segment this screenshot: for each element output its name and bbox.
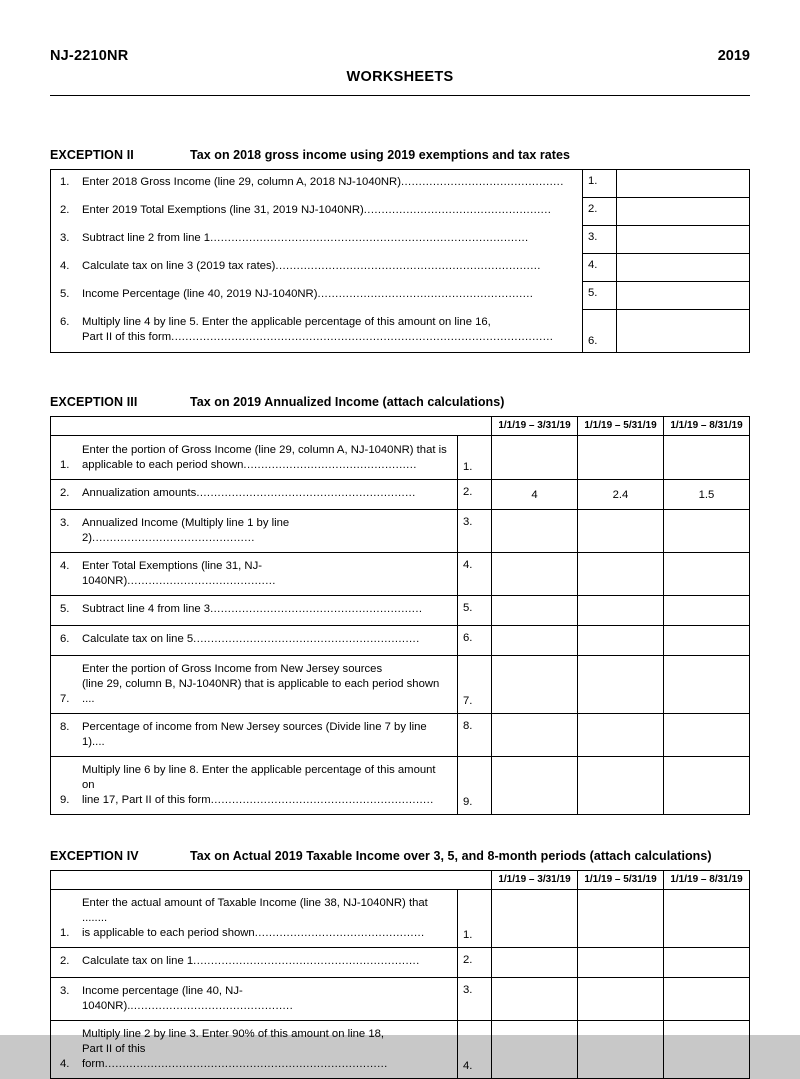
value-field-r8c1[interactable] (491, 714, 577, 756)
table-row (51, 198, 749, 226)
table-row (51, 948, 749, 978)
row-label (51, 978, 457, 1020)
row-box-number: 4. (457, 553, 491, 595)
row-text-second: is applicable to each period shown (82, 927, 255, 939)
value-field-r4c3[interactable] (663, 1021, 749, 1078)
exception-4-description: Tax on Actual 2019 Taxable Income over 3, 5, and 8-month periods (attach calculations) (190, 849, 712, 863)
row-text (82, 632, 451, 647)
value-field-r5c3[interactable] (663, 596, 749, 625)
row-text (82, 954, 451, 969)
leader-dots: ................................................................................ (104, 1058, 388, 1070)
value-field-4[interactable] (616, 254, 749, 282)
value-field-r6c1[interactable] (491, 626, 577, 655)
page-content (50, 40, 750, 1079)
row-text (82, 486, 451, 501)
header-number-spacer (457, 417, 491, 435)
exception-4-heading (50, 849, 750, 863)
value-field-2[interactable] (616, 198, 749, 226)
leader-dots: ................................................................ (193, 633, 420, 645)
leader-dots: ............................................................... (210, 794, 434, 806)
value-field-r5c2[interactable] (577, 596, 663, 625)
value-field-r4c2[interactable] (577, 1021, 663, 1078)
row-box-number: 3. (457, 978, 491, 1020)
row-number: 3. (60, 985, 70, 997)
row-box-number: 4. (582, 254, 616, 282)
row-number: 2. (60, 487, 70, 499)
column-header-period-1: 1/1/19 – 3/31/19 (491, 417, 577, 435)
column-header-period-2: 1/1/19 – 5/31/19 (577, 417, 663, 435)
row-text-main: Income percentage (line 40, NJ-1040NR). (82, 985, 243, 1012)
leader-dots: .............................................. (92, 532, 255, 544)
row-text (82, 516, 451, 546)
row-text-main: Annualization amounts (82, 487, 197, 499)
row-label (51, 656, 457, 713)
row-number: 2. (60, 955, 70, 967)
value-field-r1c2[interactable] (577, 436, 663, 479)
row-number: 4. (60, 1058, 70, 1070)
value-field-r2c3[interactable]: 1.5 (663, 480, 749, 509)
value-field-r1c1[interactable] (491, 436, 577, 479)
value-field-r1c3[interactable] (663, 890, 749, 947)
document-header (50, 40, 750, 96)
row-label (51, 596, 457, 625)
exception-4-table (50, 870, 750, 1079)
row-text (82, 559, 451, 589)
header-number-spacer (457, 871, 491, 889)
row-text-main: Percentage of income from New Jersey sources (Divide line 7 by line 1).... (82, 721, 427, 748)
row-number: 4. (60, 560, 70, 572)
spacer (50, 353, 750, 395)
row-text-main: Enter 2019 Total Exemptions (line 31, 2019 NJ-1040NR) (82, 204, 364, 216)
header-spacer (51, 871, 457, 889)
row-text-main: Multiply line 4 by line 5. Enter the applicable percentage of this amount on line 16, (82, 316, 491, 328)
row-text (82, 443, 451, 473)
row-box-number: 9. (457, 757, 491, 814)
row-box-number: 7. (457, 656, 491, 713)
leader-dots: .............................................. (130, 1000, 294, 1012)
value-field-r2c1[interactable]: 4 (491, 480, 577, 509)
row-text-main: Calculate tax on line 3 (2019 tax rates) (82, 260, 276, 272)
leader-dots: ........................................................................... (275, 260, 541, 272)
row-box-number: 2. (457, 480, 491, 509)
table-row (51, 1021, 749, 1078)
section-exception-2 (50, 148, 750, 353)
exception-4-column-header (51, 871, 749, 890)
value-field-r2c2[interactable] (577, 948, 663, 977)
row-text (82, 175, 574, 190)
row-text-main: Enter 2018 Gross Income (line 29, column A, 2018 NJ-1040NR) (82, 176, 401, 188)
exception-3-column-header (51, 417, 749, 436)
row-label (51, 170, 582, 198)
exception-4-name: EXCEPTION IV (50, 849, 139, 863)
value-field-1[interactable] (616, 170, 749, 198)
table-row (51, 890, 749, 948)
leader-dots: .......................................... (127, 575, 276, 587)
row-text (82, 662, 451, 707)
table-row (51, 282, 749, 310)
row-text-main: Multiply line 6 by line 8. Enter the applicable percentage of this amount on (82, 764, 436, 791)
row-number: 3. (60, 232, 70, 244)
row-number: 2. (60, 204, 70, 216)
value-field-r6c2[interactable] (577, 626, 663, 655)
row-text (82, 763, 451, 808)
value-field-r4c3[interactable] (663, 553, 749, 595)
row-box-number: 4. (457, 1021, 491, 1078)
value-field-r3c3[interactable] (663, 510, 749, 552)
column-header-period-3: 1/1/19 – 8/31/19 (663, 871, 749, 889)
table-row (51, 254, 749, 282)
leader-dots: ................................................................ (193, 955, 420, 967)
row-number: 6. (60, 633, 70, 645)
value-field-r7c3[interactable] (663, 656, 749, 713)
section-exception-4 (50, 849, 750, 1079)
row-number: 5. (60, 603, 70, 615)
row-text-main: Multiply line 2 by line 3. Enter 90% of this amount on line 18, (82, 1028, 385, 1040)
row-text-main: Calculate tax on line 5 (82, 633, 194, 645)
row-text-main: Calculate tax on line 1 (82, 955, 194, 967)
row-label (51, 714, 457, 756)
row-number: 8. (60, 721, 70, 733)
row-text (82, 984, 451, 1014)
row-box-number: 1. (582, 170, 616, 198)
row-text (82, 315, 574, 344)
row-number: 9. (60, 794, 70, 806)
column-header-period-2: 1/1/19 – 5/31/19 (577, 871, 663, 889)
row-number: 5. (60, 288, 70, 300)
section-exception-3 (50, 395, 750, 815)
row-text-main: Enter the portion of Gross Income from New Jersey sources (82, 663, 383, 675)
row-text-second: Part II of this form (82, 1043, 146, 1070)
table-row (51, 170, 749, 198)
row-box-number: 6. (457, 626, 491, 655)
row-label (51, 510, 457, 552)
value-field-5[interactable] (616, 282, 749, 310)
value-field-r1c2[interactable] (577, 890, 663, 947)
table-row (51, 553, 749, 596)
table-row (51, 714, 749, 757)
value-field-r7c2[interactable] (577, 656, 663, 713)
row-box-number: 1. (457, 890, 491, 947)
value-field-r2c3[interactable] (663, 948, 749, 977)
row-number: 4. (60, 260, 70, 272)
column-header-period-3: 1/1/19 – 8/31/19 (663, 417, 749, 435)
value-field-r7c1[interactable] (491, 656, 577, 713)
exception-2-table (50, 169, 750, 353)
row-box-number: 1. (457, 436, 491, 479)
column-header-period-1: 1/1/19 – 3/31/19 (491, 871, 577, 889)
table-row (51, 310, 749, 352)
header-divider (50, 95, 750, 96)
exception-2-name: EXCEPTION II (50, 148, 134, 162)
row-label (51, 553, 457, 595)
value-field-r4c1[interactable] (491, 1021, 577, 1078)
value-field-r3c1[interactable] (491, 510, 577, 552)
spacer (50, 96, 750, 148)
table-row (51, 978, 749, 1021)
row-text (82, 259, 574, 274)
header-spacer (51, 417, 457, 435)
value-field-3[interactable] (616, 226, 749, 254)
row-box-number: 5. (457, 596, 491, 625)
leader-dots: .............................................. (400, 176, 564, 188)
row-text (82, 287, 574, 302)
row-number: 3. (60, 517, 70, 529)
row-label (51, 254, 582, 282)
row-text-main: Subtract line 2 from line 1 (82, 232, 211, 244)
row-text (82, 896, 451, 941)
row-label (51, 480, 457, 509)
leader-dots: ................................................ (254, 927, 425, 939)
row-text (82, 720, 451, 750)
spacer (50, 815, 750, 849)
table-row (51, 480, 749, 510)
row-label (51, 1021, 457, 1078)
value-field-r6c3[interactable] (663, 626, 749, 655)
exception-3-description: Tax on 2019 Annualized Income (attach calculations) (190, 395, 505, 409)
value-field-r1c3[interactable] (663, 436, 749, 479)
table-row (51, 757, 749, 814)
row-box-number: 3. (582, 226, 616, 254)
row-text-main: Enter the actual amount of Taxable Income (line 38, NJ-1040NR) that ........ (82, 897, 428, 924)
table-row (51, 226, 749, 254)
row-text-second: line 17, Part II of this form (82, 794, 211, 806)
row-box-number: 8. (457, 714, 491, 756)
row-text-main: Enter Total Exemptions (line 31, NJ-1040NR) (82, 560, 262, 587)
row-text-main: Income Percentage (line 40, 2019 NJ-1040NR) (82, 288, 318, 300)
row-text-second: Part II of this form (82, 330, 172, 343)
table-row (51, 596, 749, 626)
value-field-r9c3[interactable] (663, 757, 749, 814)
row-text (82, 203, 574, 218)
row-text (82, 1027, 451, 1072)
row-label (51, 226, 582, 254)
row-number: 6. (60, 316, 70, 328)
value-field-r1c1[interactable] (491, 890, 577, 947)
value-field-r3c2[interactable] (577, 510, 663, 552)
row-text-second: applicable to each period shown (82, 459, 244, 471)
exception-3-heading (50, 395, 750, 409)
value-field-r3c3[interactable] (663, 978, 749, 1020)
row-label (51, 626, 457, 655)
row-text-second: (line 29, column B, NJ-1040NR) that is applicable to each period shown .... (82, 678, 440, 705)
tax-year: 2019 (717, 48, 750, 64)
row-text-main: Annualized Income (Multiply line 1 by line 2) (82, 517, 290, 544)
value-field-r8c2[interactable] (577, 714, 663, 756)
row-number: 1. (60, 176, 70, 188)
row-text-main: Enter the portion of Gross Income (line 29, column A, NJ-1040NR) that is (82, 444, 447, 456)
leader-dots: ................................................. (243, 459, 417, 471)
row-number: 1. (60, 927, 70, 939)
row-text (82, 602, 451, 617)
row-label (51, 310, 582, 352)
page-title: WORKSHEETS (346, 69, 454, 85)
exception-2-heading (50, 148, 750, 162)
value-field-r3c2[interactable] (577, 978, 663, 1020)
row-label (51, 198, 582, 226)
value-field-r3c1[interactable] (491, 978, 577, 1020)
row-text (82, 231, 574, 246)
row-box-number: 5. (582, 282, 616, 310)
leader-dots: ..................................................... (363, 204, 552, 216)
leader-dots: .............................................................. (196, 487, 416, 499)
row-label (51, 890, 457, 947)
row-label (51, 757, 457, 814)
exception-3-name: EXCEPTION III (50, 395, 138, 409)
leader-dots: ............................................................................................................ (171, 330, 554, 343)
value-field-r2c1[interactable] (491, 948, 577, 977)
row-label (51, 948, 457, 977)
row-box-number: 2. (582, 198, 616, 226)
table-row (51, 626, 749, 656)
leader-dots: ............................................................. (317, 288, 534, 300)
value-field-r9c1[interactable] (491, 757, 577, 814)
value-field-r9c2[interactable] (577, 757, 663, 814)
exception-2-description: Tax on 2018 gross income using 2019 exemptions and tax rates (190, 148, 570, 162)
table-row (51, 510, 749, 553)
form-id: NJ-2210NR (50, 48, 129, 64)
leader-dots: ............................................................ (210, 603, 423, 615)
row-box-number: 2. (457, 948, 491, 977)
row-label (51, 436, 457, 479)
table-row (51, 656, 749, 714)
row-text-main: Subtract line 4 from line 3 (82, 603, 211, 615)
value-field-r4c1[interactable] (491, 553, 577, 595)
row-label (51, 282, 582, 310)
row-number: 7. (60, 693, 70, 705)
row-number: 1. (60, 459, 70, 471)
row-box-number: 6. (582, 310, 616, 352)
table-row (51, 436, 749, 480)
row-box-number: 3. (457, 510, 491, 552)
leader-dots: .......................................................................................... (210, 232, 529, 244)
value-field-r8c3[interactable] (663, 714, 749, 756)
value-field-6[interactable] (616, 310, 749, 352)
value-field-r4c2[interactable] (577, 553, 663, 595)
exception-3-table (50, 416, 750, 815)
value-field-r2c2[interactable]: 2.4 (577, 480, 663, 509)
value-field-r5c1[interactable] (491, 596, 577, 625)
